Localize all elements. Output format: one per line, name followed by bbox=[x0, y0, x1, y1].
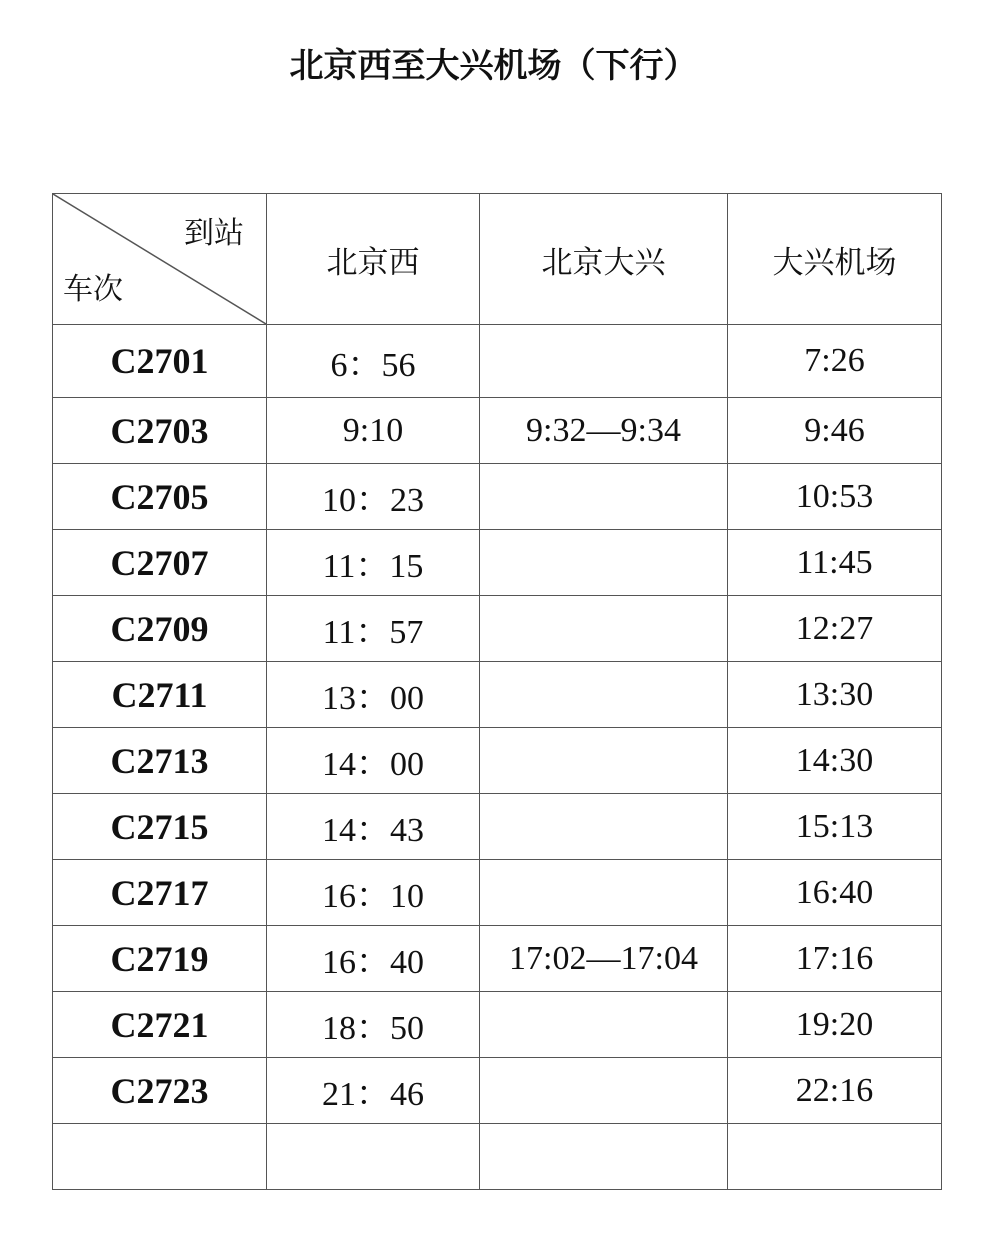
beijing-west-time-cell: 6：56 bbox=[267, 325, 480, 398]
daxing-airport-time-cell: 9:46 bbox=[728, 398, 942, 464]
table-row bbox=[53, 794, 942, 860]
table-row bbox=[53, 325, 942, 398]
header-beijing-west: 北京西 bbox=[267, 194, 480, 325]
train-number-cell: C2715 bbox=[53, 794, 267, 860]
beijing-west-time-cell: 9:10 bbox=[267, 398, 480, 464]
table-row bbox=[53, 530, 942, 596]
beijing-daxing-time-cell bbox=[480, 596, 728, 662]
daxing-airport-time-cell: 11:45 bbox=[728, 530, 942, 596]
beijing-daxing-time-cell bbox=[480, 794, 728, 860]
timetable bbox=[52, 193, 942, 1190]
daxing-airport-time-cell: 17:16 bbox=[728, 926, 942, 992]
beijing-west-time-cell: 14：00 bbox=[267, 728, 480, 794]
daxing-airport-time-cell: 14:30 bbox=[728, 728, 942, 794]
header-row bbox=[53, 194, 942, 325]
beijing-west-time-cell: 14：43 bbox=[267, 794, 480, 860]
beijing-daxing-time-cell bbox=[480, 728, 728, 794]
table-row bbox=[53, 398, 942, 464]
train-number-cell: C2703 bbox=[53, 398, 267, 464]
beijing-west-time-cell: 11：57 bbox=[267, 596, 480, 662]
beijing-daxing-time-cell bbox=[480, 1058, 728, 1124]
daxing-airport-time-cell: 15:13 bbox=[728, 794, 942, 860]
beijing-west-time-cell: 10：23 bbox=[267, 464, 480, 530]
beijing-daxing-time-cell bbox=[480, 860, 728, 926]
beijing-west-time-cell: 13：00 bbox=[267, 662, 480, 728]
beijing-daxing-time-cell bbox=[480, 1124, 728, 1190]
train-number-cell: C2713 bbox=[53, 728, 267, 794]
beijing-west-time-cell: 16：40 bbox=[267, 926, 480, 992]
train-number-cell: C2717 bbox=[53, 860, 267, 926]
beijing-daxing-time-cell bbox=[480, 464, 728, 530]
table-row bbox=[53, 926, 942, 992]
train-number-cell: C2723 bbox=[53, 1058, 267, 1124]
table-row bbox=[53, 992, 942, 1058]
beijing-west-time-cell bbox=[267, 1124, 480, 1190]
train-number-cell: C2719 bbox=[53, 926, 267, 992]
corner-label-station: 到站 bbox=[184, 216, 244, 251]
beijing-daxing-time-cell: 17:02—17:04 bbox=[480, 926, 728, 992]
train-number-cell: C2705 bbox=[53, 464, 267, 530]
beijing-daxing-time-cell bbox=[480, 992, 728, 1058]
beijing-daxing-time-cell: 9:32—9:34 bbox=[480, 398, 728, 464]
table-row bbox=[53, 1058, 942, 1124]
daxing-airport-time-cell: 13:30 bbox=[728, 662, 942, 728]
daxing-airport-time-cell: 19:20 bbox=[728, 992, 942, 1058]
table-row bbox=[53, 464, 942, 530]
daxing-airport-time-cell bbox=[728, 1124, 942, 1190]
beijing-west-time-cell: 16：10 bbox=[267, 860, 480, 926]
train-number-cell bbox=[53, 1124, 267, 1190]
daxing-airport-time-cell: 12:27 bbox=[728, 596, 942, 662]
train-number-cell: C2721 bbox=[53, 992, 267, 1058]
daxing-airport-time-cell: 7:26 bbox=[728, 325, 942, 398]
header-beijing-daxing: 北京大兴 bbox=[480, 194, 728, 325]
table-row-empty bbox=[53, 1124, 942, 1190]
beijing-west-time-cell: 21：46 bbox=[267, 1058, 480, 1124]
daxing-airport-time-cell: 22:16 bbox=[728, 1058, 942, 1124]
table-row bbox=[53, 596, 942, 662]
train-number-cell: C2711 bbox=[53, 662, 267, 728]
table-row bbox=[53, 728, 942, 794]
train-number-cell: C2701 bbox=[53, 325, 267, 398]
train-number-cell: C2709 bbox=[53, 596, 267, 662]
beijing-daxing-time-cell bbox=[480, 325, 728, 398]
table-row bbox=[53, 860, 942, 926]
page-title: 北京西至大兴机场（下行） bbox=[289, 46, 698, 86]
beijing-daxing-time-cell bbox=[480, 530, 728, 596]
header-daxing-airport: 大兴机场 bbox=[728, 194, 942, 325]
table-row bbox=[53, 662, 942, 728]
beijing-west-time-cell: 11：15 bbox=[267, 530, 480, 596]
daxing-airport-time-cell: 10:53 bbox=[728, 464, 942, 530]
daxing-airport-time-cell: 16:40 bbox=[728, 860, 942, 926]
beijing-west-time-cell: 18：50 bbox=[267, 992, 480, 1058]
beijing-daxing-time-cell bbox=[480, 662, 728, 728]
corner-label-train: 车次 bbox=[63, 272, 123, 307]
train-number-cell: C2707 bbox=[53, 530, 267, 596]
corner-header-cell bbox=[53, 194, 267, 325]
